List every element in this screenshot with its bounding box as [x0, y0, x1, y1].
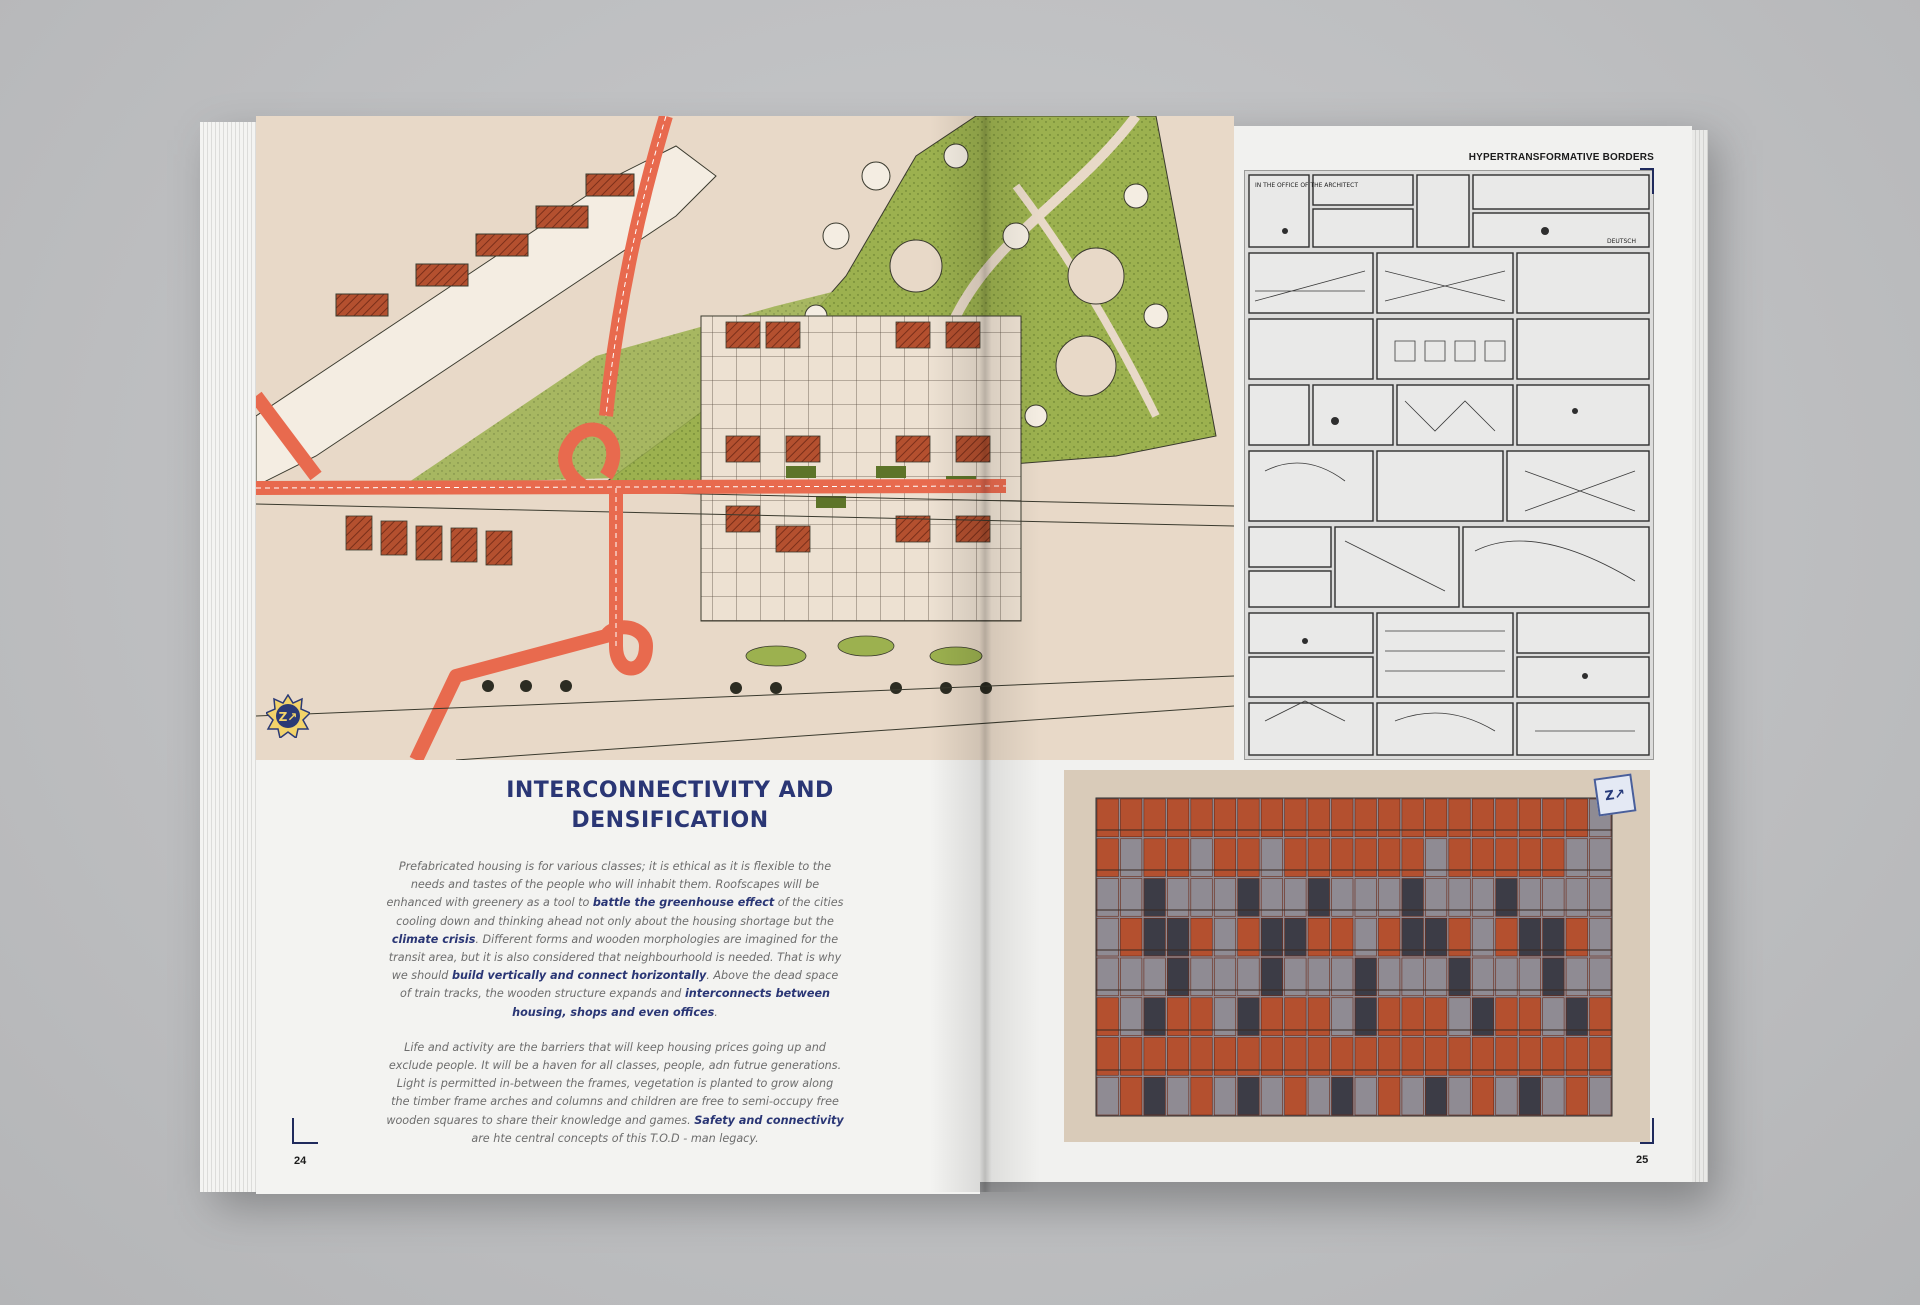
facade-cell — [1120, 839, 1141, 877]
facade-cell — [1120, 1077, 1141, 1115]
facade-cell — [1285, 879, 1306, 917]
logo-badge-left — [266, 694, 310, 738]
facade-cell — [1449, 1077, 1470, 1115]
facade-cell — [1566, 879, 1587, 917]
facade-cell — [1120, 799, 1141, 837]
body-text-run: Prefabricated housing is for various classes; it is ethical as it is flexible to the needs and tastes of the people who will inhabit them. Roofscapes will be enhanced with greenery as a tool to — [386, 860, 832, 910]
facade-cell — [1285, 1077, 1306, 1115]
facade-cell — [1402, 839, 1423, 877]
facade-cell — [1308, 1077, 1329, 1115]
running-head: HYPERTRANSFORMATIVE BORDERS — [1468, 152, 1654, 163]
paragraph-1 — [386, 858, 844, 1022]
facade-cell — [1425, 1077, 1446, 1115]
facade-cell — [1191, 879, 1212, 917]
paragraph-2 — [386, 1039, 844, 1148]
facade-cell — [1214, 799, 1235, 837]
logo-mark-text: Z↗ — [278, 710, 298, 724]
facade-cell — [1472, 839, 1493, 877]
facade-cell — [1167, 839, 1188, 877]
facade-cell — [1261, 799, 1282, 837]
facade-cell — [1543, 799, 1564, 837]
facade-cell — [1496, 1077, 1517, 1115]
emphasis-text: battle the greenhouse effect — [592, 896, 775, 910]
facade-elevation-drawing — [1064, 770, 1650, 1142]
facade-cell — [1332, 1077, 1353, 1115]
body-text-run: Life and activity are the barriers that will keep housing prices going up and exclude people. It will be a haven for all classes, people, adn futrue generations. Light is permitted in-between the frames, vegetation is planted to grow along the timber frame arches and columns and children are free to semi-occupy free wooden squares to share their knowledge and games. — [386, 1040, 842, 1127]
facade-cell — [1332, 839, 1353, 877]
title-line-1: INTERCONNECTIVITY AND — [506, 778, 834, 803]
title-line-2: DENSIFICATION — [571, 808, 769, 833]
facade-cell — [1308, 879, 1329, 917]
facade-cell — [1472, 1077, 1493, 1115]
facade-cell — [1214, 1077, 1235, 1115]
facade-cell — [1261, 1077, 1282, 1115]
facade-cell — [1097, 799, 1118, 837]
emphasis-text: interconnects between housing, shops and even offices — [512, 987, 830, 1019]
emphasis-text: climate crisis — [391, 932, 476, 946]
facade-cell — [1355, 879, 1376, 917]
facade-cell — [1590, 839, 1611, 877]
facade-cell — [1566, 1077, 1587, 1115]
page-stack-left — [200, 122, 260, 1192]
corner-mark-bottom-left — [292, 1118, 318, 1144]
facade-cell — [1378, 879, 1399, 917]
facade-cell — [1425, 799, 1446, 837]
facade-cell — [1449, 839, 1470, 877]
facade-cell — [1097, 839, 1118, 877]
page-number-right: 25 — [1636, 1154, 1649, 1166]
facade-cell — [1144, 1077, 1165, 1115]
facade-cell — [1214, 839, 1235, 877]
facade-cell — [1144, 879, 1165, 917]
facade-cell — [1167, 879, 1188, 917]
facade-cell — [1144, 839, 1165, 877]
facade-cell — [1097, 879, 1118, 917]
facade-cell — [1238, 879, 1259, 917]
facade-cell — [1402, 799, 1423, 837]
facade-cell — [1378, 799, 1399, 837]
facade-cell — [1543, 839, 1564, 877]
facade-cell — [1425, 879, 1446, 917]
comic-caption: IN THE OFFICE OF THE ARCHITECT — [1255, 182, 1359, 189]
facade-cell — [1449, 799, 1470, 837]
facade-cell — [1214, 879, 1235, 917]
body-text-run: . — [714, 1005, 718, 1019]
facade-cell — [1496, 799, 1517, 837]
facade-cell — [1238, 839, 1259, 877]
emphasis-text: Safety and connectivity — [694, 1113, 844, 1127]
facade-cell — [1261, 879, 1282, 917]
corner-mark-bottom-right — [1640, 1118, 1654, 1144]
facade-cell — [1519, 879, 1540, 917]
facade-cell — [1496, 879, 1517, 917]
facade-cell — [1332, 879, 1353, 917]
facade-cell — [1191, 799, 1212, 837]
facade-cell — [1402, 1077, 1423, 1115]
facade-cell — [1472, 799, 1493, 837]
facade-cell — [1543, 1077, 1564, 1115]
body-text-run: of the cities cooling down and thinking ahead not only about the housing shortage but the — [396, 896, 844, 928]
article-title — [380, 776, 960, 836]
facade-cell — [1167, 1077, 1188, 1115]
facade-cell — [1191, 1077, 1212, 1115]
facade-cell — [1519, 1077, 1540, 1115]
facade-cell — [1543, 879, 1564, 917]
facade-cell — [1285, 839, 1306, 877]
facade-cell — [1519, 839, 1540, 877]
facade-cell — [1308, 799, 1329, 837]
facade-cell — [1590, 879, 1611, 917]
corner-mark-top-right — [1640, 168, 1654, 194]
article-body — [386, 858, 844, 1165]
comic-strip-illustration — [1244, 170, 1654, 760]
facade-cell — [1590, 1077, 1611, 1115]
facade-cell — [1332, 799, 1353, 837]
facade-cell — [1496, 839, 1517, 877]
facade-cell — [1097, 1077, 1118, 1115]
facade-cell — [1191, 839, 1212, 877]
facade-cell — [1566, 799, 1587, 837]
facade-cell — [1238, 1077, 1259, 1115]
facade-cell — [1378, 1077, 1399, 1115]
facade-cell — [1285, 799, 1306, 837]
body-text-run: are hte central concepts of this T.O.D - man legacy. — [471, 1131, 759, 1145]
site-plan-illustration — [256, 116, 1234, 760]
facade-cell — [1308, 839, 1329, 877]
facade-cell — [1472, 879, 1493, 917]
body-text-run: . Different forms and wooden morphologies are imagined for the transit area, but it is also considered that neighbourhoold is needed. That is why we should — [388, 932, 842, 983]
facade-cell — [1238, 799, 1259, 837]
body-text-run: . Above the dead space of train tracks, the wooden structure expands and — [400, 969, 839, 1001]
emphasis-text: build vertically and connect horizontally — [451, 969, 707, 983]
facade-cell — [1120, 879, 1141, 917]
logo-badge-right: Z↗ — [1594, 774, 1637, 817]
page-number-left: 24 — [294, 1155, 307, 1167]
facade-cell — [1167, 799, 1188, 837]
facade-cell — [1519, 799, 1540, 837]
facade-cell — [1425, 839, 1446, 877]
facade-cell — [1355, 799, 1376, 837]
facade-cell — [1449, 879, 1470, 917]
facade-cell — [1261, 839, 1282, 877]
facade-cell — [1566, 839, 1587, 877]
facade-cell — [1144, 799, 1165, 837]
comic-signature: DEUTSCH — [1607, 238, 1636, 245]
facade-cell — [1355, 1077, 1376, 1115]
facade-cell — [1378, 839, 1399, 877]
facade-cell — [1355, 839, 1376, 877]
facade-cell — [1402, 879, 1423, 917]
